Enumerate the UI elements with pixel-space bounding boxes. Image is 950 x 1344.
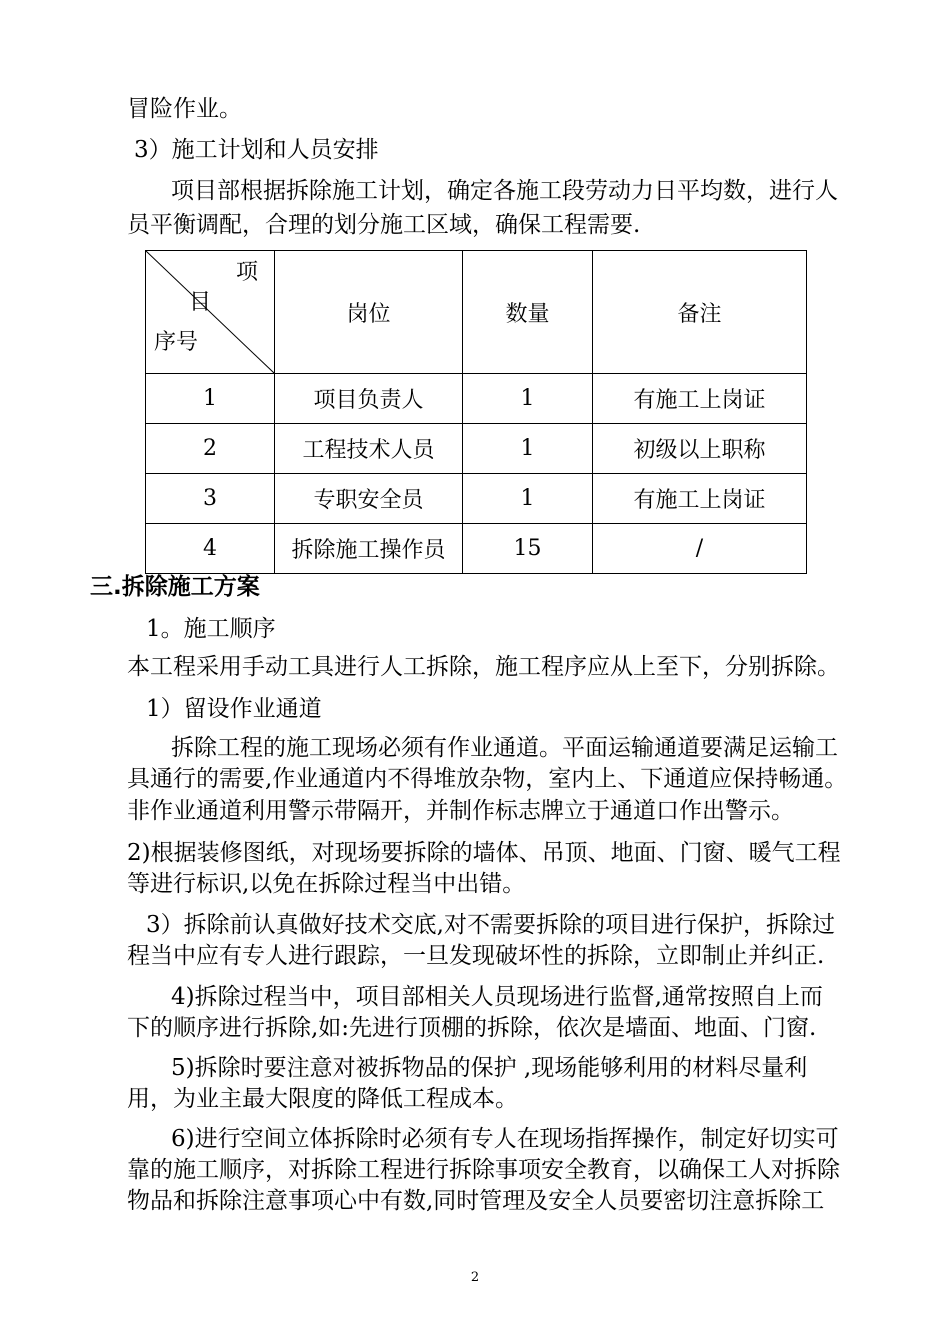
subsection-title: 1。施工顺序 [146,616,276,642]
cell-no: 2 [146,424,275,474]
cell-note: 初级以上职称 [593,424,807,474]
cell-no: 1 [146,374,275,424]
paragraph-line: 下的顺序进行拆除,如:先进行顶棚的拆除，依次是墙面、地面、门窗. [127,1015,817,1041]
header-note: 备注 [593,251,807,374]
paragraph-line: 拆除工程的施工现场必须有作业通道。平面运输通道要满足运输工 [171,735,838,761]
paragraph-line: 程当中应有专人进行跟踪，一旦发现破坏性的拆除，立即制止并纠正. [127,943,825,969]
paragraph-line: 6)进行空间立体拆除时必须有专人在现场指挥操作，制定好切实可 [171,1126,839,1152]
table-header-row [146,251,807,374]
cell-count: 1 [463,374,593,424]
paragraph-line: 员平衡调配，合理的划分施工区域，确保工程需要. [127,212,641,238]
section-heading: 三.拆除施工方案 [90,574,260,600]
header-position: 岗位 [275,251,463,374]
cell-count: 15 [463,524,593,574]
paragraph-line: 用，为业主最大限度的降低工程成本。 [127,1086,518,1112]
cell-position: 拆除施工操作员 [275,524,463,574]
paragraph-line: 5)拆除时要注意对被拆物品的保护 ,现场能够利用的材料尽量利 [171,1055,808,1081]
cell-position: 项目负责人 [275,374,463,424]
cell-position: 工程技术人员 [275,424,463,474]
paragraph-line: 4)拆除过程当中，项目部相关人员现场进行监督,通常按照自上而 [171,984,823,1010]
cell-no: 3 [146,474,275,524]
diagonal-label-serial: 序号 [154,330,199,355]
subsection-title: 3）施工计划和人员安排 [134,137,379,163]
paragraph-line: 冒险作业。 [127,96,242,122]
header-count: 数量 [463,251,593,374]
subsection-title: 1）留设作业通道 [146,696,322,722]
cell-no: 4 [146,524,275,574]
page-number: 2 [470,1270,480,1285]
paragraph-line: 具通行的需要,作业通道内不得堆放杂物，室内上、下通道应保持畅通。 [127,766,848,792]
paragraph-line: 项目部根据拆除施工计划，确定各施工段劳动力日平均数，进行人 [171,178,838,204]
table-row [146,374,807,424]
paragraph-line: 3）拆除前认真做好技术交底,对不需要拆除的项目进行保护，拆除过 [146,912,835,938]
diagonal-label-item: 项 [235,260,258,285]
paragraph-line: 靠的施工顺序，对拆除工程进行拆除事项安全教育，以确保工人对拆除 [127,1157,840,1183]
staffing-table [145,250,807,574]
cell-count: 1 [463,474,593,524]
paragraph-line: 2)根据装修图纸，对现场要拆除的墙体、吊顶、地面、门窗、暖气工程 [127,840,841,866]
paragraph-line: 非作业通道利用警示带隔开，并制作标志牌立于通道口作出警示。 [127,798,794,824]
diagonal-header-cell [146,251,275,374]
cell-note: / [593,524,807,574]
cell-position: 专职安全员 [275,474,463,524]
table-row [146,524,807,574]
cell-count: 1 [463,424,593,474]
diagonal-label-mu: 目 [189,290,212,315]
paragraph-line: 本工程采用手动工具进行人工拆除，施工程序应从上至下，分别拆除。 [127,654,840,680]
paragraph-line: 等进行标识,以免在拆除过程当中出错。 [127,871,526,897]
table-row [146,424,807,474]
cell-note: 有施工上岗证 [593,374,807,424]
paragraph-line: 物品和拆除注意事项心中有数,同时管理及安全人员要密切注意拆除工 [127,1188,825,1214]
table-row [146,474,807,524]
cell-note: 有施工上岗证 [593,474,807,524]
